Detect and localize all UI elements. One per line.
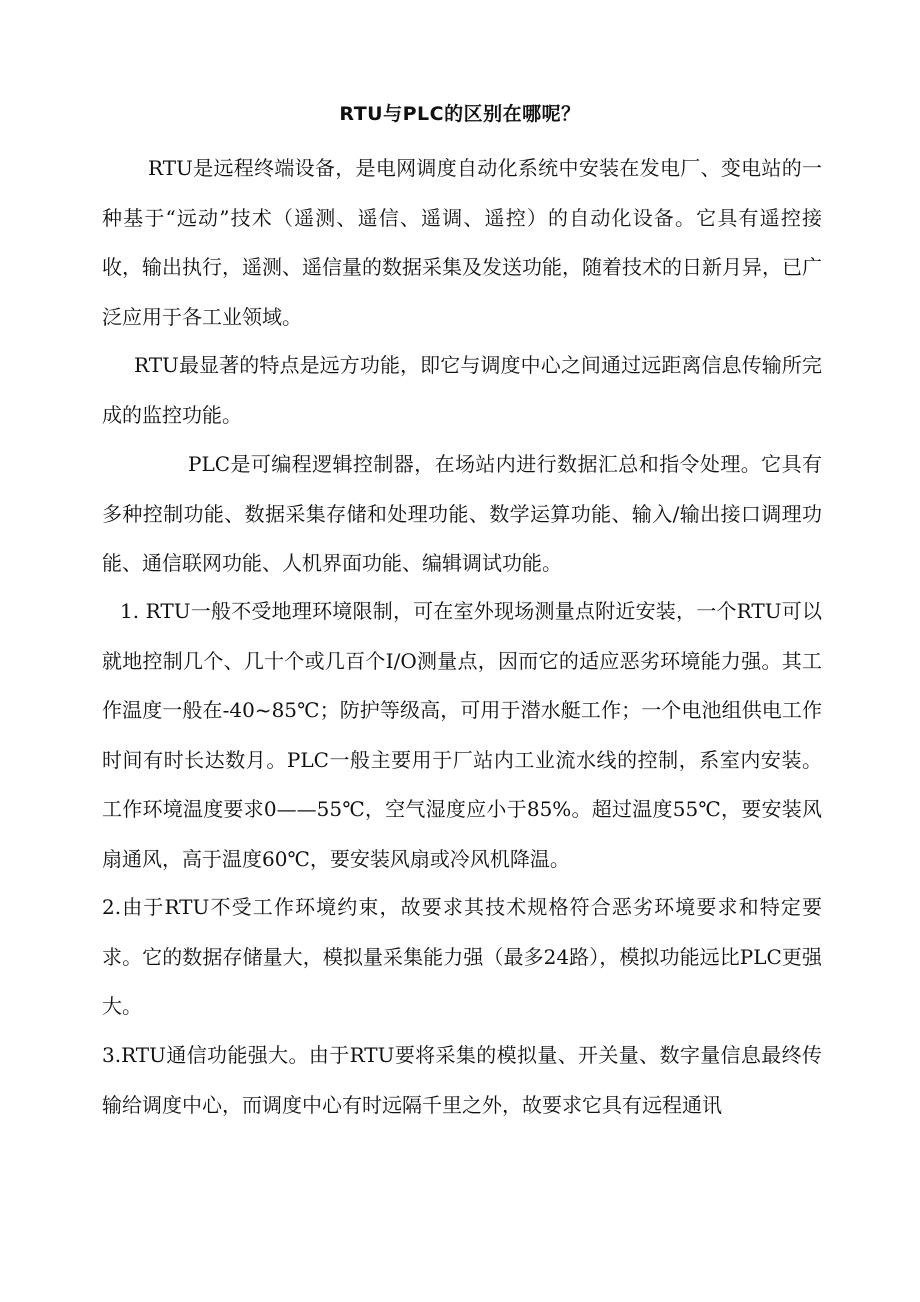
document-title: RTU与PLC的区别在哪呢？: [339, 103, 581, 125]
paragraph-point-1: 1. RTU一般不受地理环境限制，可在室外现场测量点附近安装，一个RTU可以就地控制几个、几十个或几百个I/O测量点，因而它的适应恶劣环境能力强。其工作温度一般在-40~85℃；防护等级高，可用于潜水艇工作；一个电池组供电工作时间有时长达数月。PLC一般主要用于厂站内工业流水线的控制，系室内安装。工作环境温度要求0——55℃，空气湿度应小于85%。超过温度55℃，要安装风扇通风，高于温度60℃，要安装风扇或冷风机降温。: [102, 599, 822, 871]
paragraph-plc-definition: PLC是可编程逻辑控制器，在场站内进行数据汇总和指令处理。它具有多种控制功能、数据采集存储和处理功能、数学运算功能、输入/输出接口调理功能、通信联网功能、人机界面功能、编辑调试功能。: [102, 452, 822, 575]
paragraph-rtu-definition: RTU是远程终端设备，是电网调度自动化系统中安装在发电厂、变电站的一种基于“远动”技术（遥测、遥信、遥调、遥控）的自动化设备。它具有遥控接收，输出执行，遥测、遥信量的数据采集及发送功能，随着技术的日新月异，已广泛应用于各工业领域。: [102, 156, 822, 329]
paragraph-point-3: 3.RTU通信功能强大。由于RTU要将采集的模拟量、开关量、数字量信息最终传输给调度中心，而调度中心有时远隔千里之外，故要求它具有远程通讯: [102, 1043, 822, 1117]
paragraph-rtu-feature: RTU最显著的特点是远方功能，即它与调度中心之间通过远距离信息传输所完成的监控功能。: [102, 353, 822, 427]
paragraph-point-2: 2.由于RTU不受工作环境约束，故要求其技术规格符合恶劣环境要求和特定要求。它的数据存储量大，模拟量采集能力强（最多24路），模拟功能远比PLC更强大。: [102, 895, 822, 1018]
